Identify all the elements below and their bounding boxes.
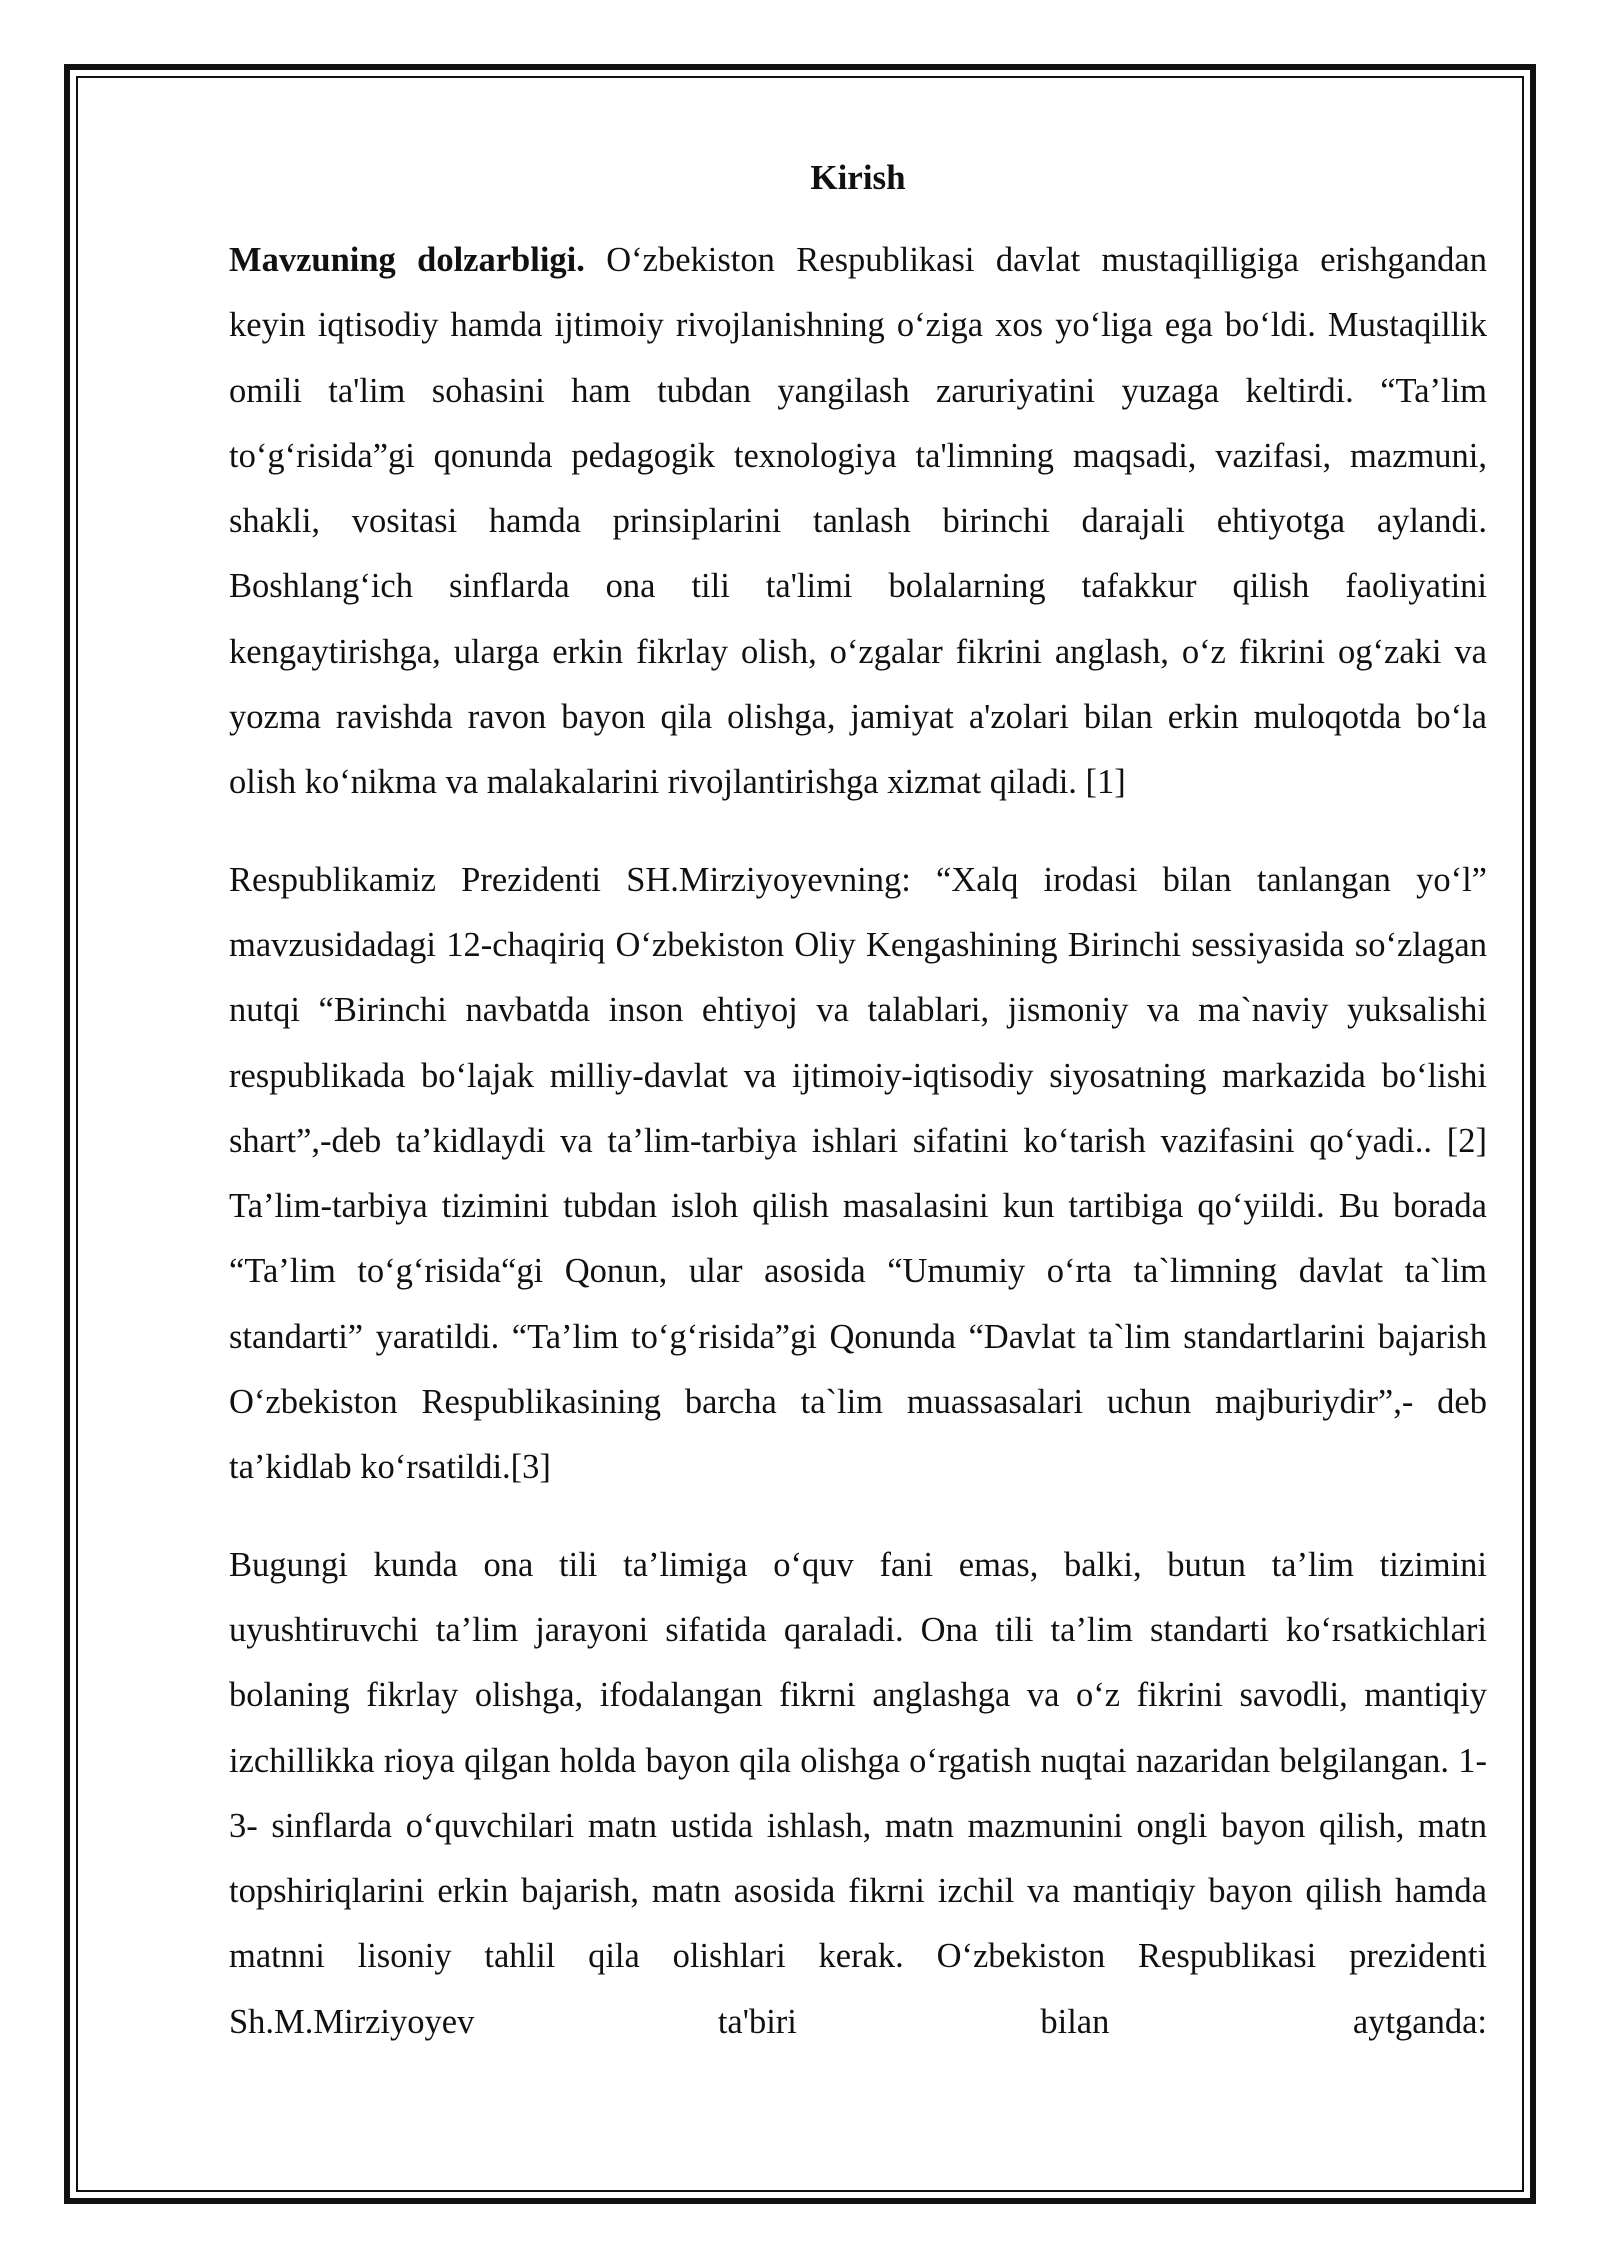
paragraph-lead-heading: Mavzuning dolzarbligi. <box>229 241 585 279</box>
paragraph-mother-tongue <box>229 1533 1487 2055</box>
paragraph-president-quote <box>229 848 1487 1501</box>
paragraph-text: Respublikamiz Prezidenti SH.Mirziyoyevning: “Xalq irodasi bilan tanlangan yo‘l” mavzusidadagi 12-chaqiriq O‘zbekiston Oliy Kengashining Birinchi sessiyasida so‘zlagan nutqi “Birinchi navbatda inson ehtiyoj va talablari, jismoniy va ma`naviy yuksalishi respublikada bo‘lajak milliy-davlat va ijtimoiy-iqtisodiy siyosatning markazida bo‘lishi shart”,-deb ta’kidlaydi va ta’lim-tarbiya ishlari sifatini ko‘tarish vazifasini qo‘yadi.. [2] Ta’lim-tarbiya tizimini tubdan isloh qilish masalasini kun tartibiga qo‘yiildi. Bu borada “Ta’lim to‘g‘risida“gi Qonun, ular asosida “Umumiy o‘rta ta`limning davlat ta`lim standarti” yaratildi. “Ta’lim to‘g‘risida”gi Qonunda “Davlat ta`lim standartlarini bajarish O‘zbekiston Respublikasining barcha ta`lim muassasalari uchun majburiydir”,- deb ta’kidlab ko‘rsatildi.[3] <box>229 860 1487 1487</box>
paragraph-text: Bugungi kunda ona tili ta’limiga o‘quv fani emas, balki, butun ta’lim tizimini uyushtiruvchi ta’lim jarayoni sifatida qaraladi. Ona tili ta’lim standarti ko‘rsatkichlari bolaning fikrlay olishga, ifodalangan fikrni anglashga va o‘z fikrini savodli, mantiqiy izchillikka rioya qilgan holda bayon qila olishga o‘rgatish nuqtai nazaridan belgilangan. 1-3- sinflarda o‘quvchilari matn ustida ishlash, matn mazmunini ongli bayon qilish, matn topshiriqlarini erkin bajarish, matn asosida fikrni izchil va mantiqiy bayon qilish hamda matnni lisoniy tahlil qila olishlari kerak. O‘zbekiston Respublikasi prezidenti Sh.M.Mirziyoyev ta'biri bilan aytganda: <box>229 1545 1487 2041</box>
paragraph-relevance <box>229 228 1487 816</box>
paragraph-text: O‘zbekiston Respublikasi davlat mustaqilligiga erishgandan keyin iqtisodiy hamda ijtimoiy rivojlanishning o‘ziga xos yo‘liga ega bo‘ldi. Mustaqillik omili ta'lim sohasini ham tubdan yangilash zaruriyatini yuzaga keltirdi. “Ta’lim to‘g‘risida”gi qonunda pedagogik texnologiya ta'limning maqsadi, vazifasi, mazmuni, shakli, vositasi hamda prinsiplarini tanlash birinchi darajali ehtiyotga aylandi. Boshlang‘ich sinflarda ona tili ta'limi bolalarning tafakkur qilish faoliyatini kengaytirishga, ularga erkin fikrlay olish, o‘zgalar fikrini anglash, o‘z fikrini og‘zaki va yozma ravishda ravon bayon qila olishga, jamiyat a'zolari bilan erkin muloqotda bo‘la olish ko‘nikma va malakalarini rivojlantirishga xizmat qiladi. [1] <box>229 241 1487 802</box>
document-body <box>229 150 1487 2087</box>
page-title: Kirish <box>810 158 906 197</box>
